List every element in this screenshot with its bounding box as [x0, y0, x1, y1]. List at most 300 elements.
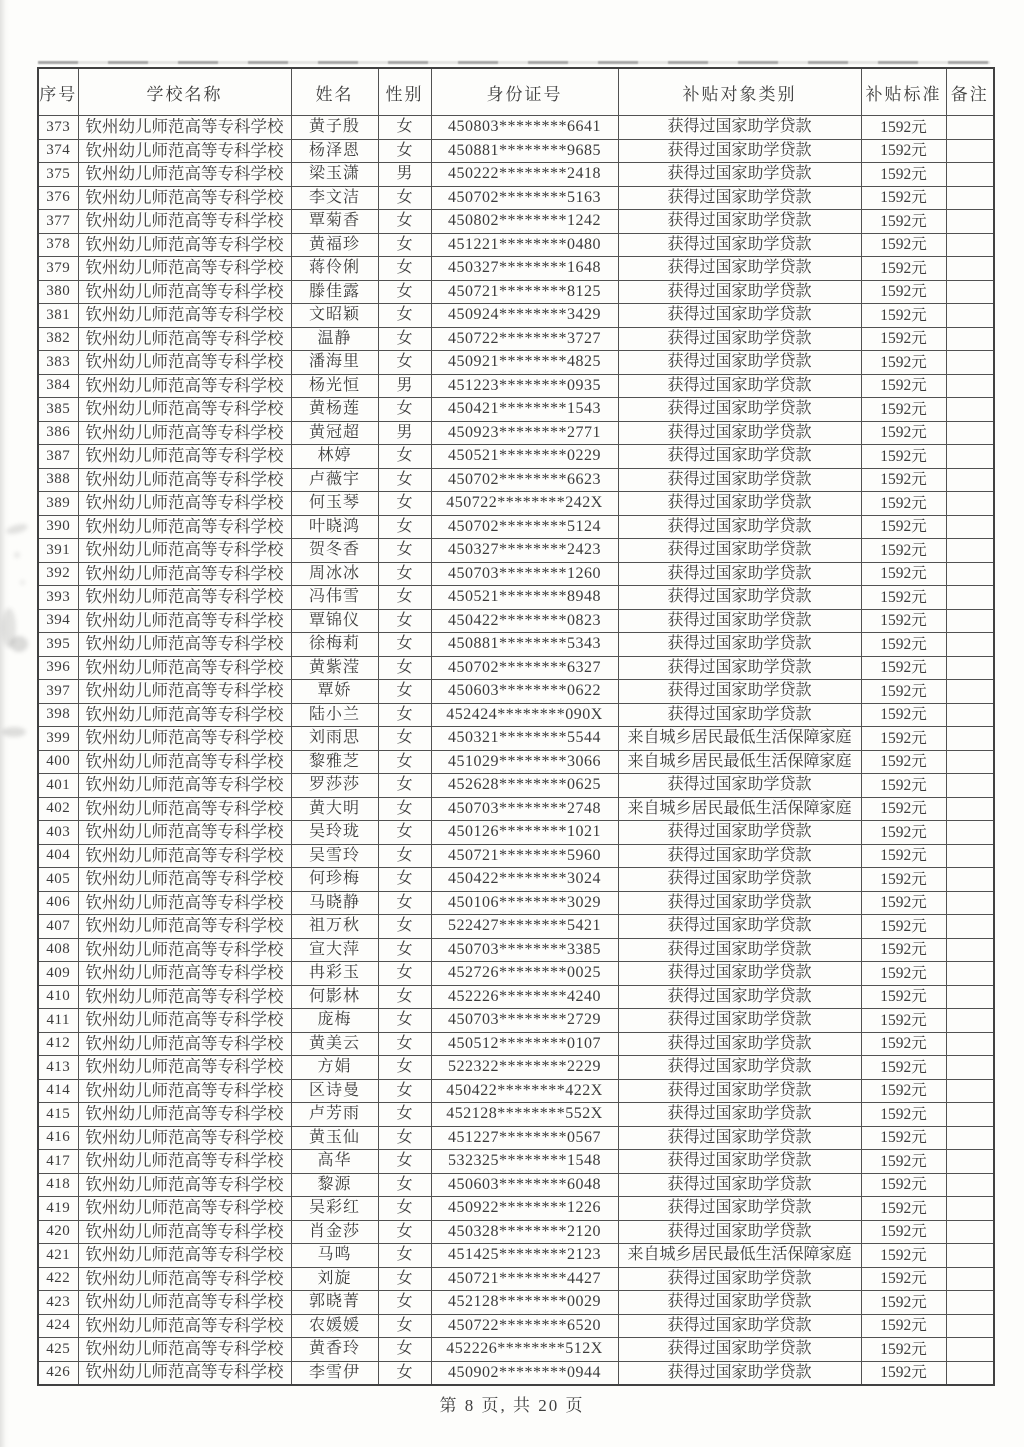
table-row	[38, 727, 994, 751]
cell-name: 黄大明	[291, 797, 378, 821]
cell-standard: 1592元	[861, 116, 946, 140]
cell-id_number: 452226********4240	[431, 985, 618, 1009]
cell-note	[946, 186, 994, 210]
cell-serial: 375	[38, 163, 78, 187]
cell-standard: 1592元	[861, 1197, 946, 1221]
cell-school: 钦州幼儿师范高等专科学校	[78, 609, 291, 633]
cell-note	[946, 586, 994, 610]
cell-note	[946, 398, 994, 422]
table-row	[38, 539, 994, 563]
cell-note	[946, 539, 994, 563]
table-row	[38, 351, 994, 375]
cell-id_number: 452128********0029	[431, 1291, 618, 1315]
cell-school: 钦州幼儿师范高等专科学校	[78, 351, 291, 375]
cell-serial: 395	[38, 633, 78, 657]
cell-school: 钦州幼儿师范高等专科学校	[78, 1103, 291, 1127]
cell-serial: 382	[38, 327, 78, 351]
cell-serial: 388	[38, 468, 78, 492]
cell-standard: 1592元	[861, 398, 946, 422]
cell-note	[946, 1197, 994, 1221]
cell-school: 钦州幼儿师范高等专科学校	[78, 186, 291, 210]
cell-serial: 408	[38, 938, 78, 962]
cell-serial: 418	[38, 1173, 78, 1197]
cell-serial: 410	[38, 985, 78, 1009]
cell-category: 获得过国家助学贷款	[618, 116, 861, 140]
cell-name: 覃娇	[291, 680, 378, 704]
table-row	[38, 1079, 994, 1103]
cell-standard: 1592元	[861, 703, 946, 727]
cell-standard: 1592元	[861, 891, 946, 915]
cell-name: 滕佳露	[291, 280, 378, 304]
header-gender: 性别	[378, 68, 431, 116]
cell-id_number: 450327********1648	[431, 257, 618, 281]
cell-serial: 404	[38, 844, 78, 868]
cell-note	[946, 797, 994, 821]
cell-name: 蒋伶俐	[291, 257, 378, 281]
cell-name: 刘雨思	[291, 727, 378, 751]
cell-school: 钦州幼儿师范高等专科学校	[78, 1197, 291, 1221]
table-row	[38, 562, 994, 586]
cell-note	[946, 1314, 994, 1338]
cell-standard: 1592元	[861, 985, 946, 1009]
table-row	[38, 1150, 994, 1174]
cell-serial: 416	[38, 1126, 78, 1150]
cell-school: 钦州幼儿师范高等专科学校	[78, 680, 291, 704]
cell-name: 李雪伊	[291, 1361, 378, 1385]
cell-note	[946, 1361, 994, 1385]
cell-category: 获得过国家助学贷款	[618, 1267, 861, 1291]
cell-name: 方娟	[291, 1056, 378, 1080]
header-id: 身份证号	[431, 68, 618, 116]
header-category: 补贴对象类别	[618, 68, 861, 116]
table-header	[38, 68, 994, 116]
cell-standard: 1592元	[861, 797, 946, 821]
cell-note	[946, 633, 994, 657]
table-row	[38, 633, 994, 657]
cell-id_number: 451227********0567	[431, 1126, 618, 1150]
cell-standard: 1592元	[861, 539, 946, 563]
cell-standard: 1592元	[861, 280, 946, 304]
cell-name: 梁玉潇	[291, 163, 378, 187]
cell-name: 卢芳雨	[291, 1103, 378, 1127]
cell-category: 获得过国家助学贷款	[618, 1126, 861, 1150]
cell-standard: 1592元	[861, 515, 946, 539]
cell-gender: 女	[378, 304, 431, 328]
table-row	[38, 962, 994, 986]
cell-category: 获得过国家助学贷款	[618, 327, 861, 351]
cell-name: 罗莎莎	[291, 774, 378, 798]
cell-id_number: 450703********2729	[431, 1009, 618, 1033]
cell-gender: 男	[378, 163, 431, 187]
cell-note	[946, 304, 994, 328]
cell-serial: 406	[38, 891, 78, 915]
cell-note	[946, 750, 994, 774]
table-row	[38, 1314, 994, 1338]
cell-note	[946, 868, 994, 892]
cell-name: 黄子殷	[291, 116, 378, 140]
cell-id_number: 450722********242X	[431, 492, 618, 516]
cell-note	[946, 891, 994, 915]
cell-school: 钦州幼儿师范高等专科学校	[78, 163, 291, 187]
scan-smudge	[10, 636, 28, 652]
cell-gender: 女	[378, 1314, 431, 1338]
cell-name: 黄美云	[291, 1032, 378, 1056]
cell-serial: 423	[38, 1291, 78, 1315]
cell-serial: 393	[38, 586, 78, 610]
cell-id_number: 450603********6048	[431, 1173, 618, 1197]
cell-id_number: 450702********5163	[431, 186, 618, 210]
cell-school: 钦州幼儿师范高等专科学校	[78, 257, 291, 281]
cell-category: 获得过国家助学贷款	[618, 539, 861, 563]
cell-serial: 373	[38, 116, 78, 140]
table-row	[38, 468, 994, 492]
cell-category: 获得过国家助学贷款	[618, 962, 861, 986]
cell-serial: 407	[38, 915, 78, 939]
cell-standard: 1592元	[861, 327, 946, 351]
cell-category: 获得过国家助学贷款	[618, 492, 861, 516]
cell-gender: 女	[378, 257, 431, 281]
scan-smudge	[14, 552, 20, 558]
cell-id_number: 450722********6520	[431, 1314, 618, 1338]
table-row	[38, 421, 994, 445]
cell-gender: 女	[378, 868, 431, 892]
cell-gender: 女	[378, 1150, 431, 1174]
cell-standard: 1592元	[861, 445, 946, 469]
cell-category: 获得过国家助学贷款	[618, 562, 861, 586]
cell-standard: 1592元	[861, 656, 946, 680]
cell-note	[946, 562, 994, 586]
cell-id_number: 450106********3029	[431, 891, 618, 915]
cell-name: 黄杨莲	[291, 398, 378, 422]
table-row	[38, 774, 994, 798]
cell-serial: 411	[38, 1009, 78, 1033]
table-row	[38, 233, 994, 257]
cell-serial: 391	[38, 539, 78, 563]
cell-note	[946, 1291, 994, 1315]
cell-category: 获得过国家助学贷款	[618, 774, 861, 798]
cell-school: 钦州幼儿师范高等专科学校	[78, 774, 291, 798]
cell-school: 钦州幼儿师范高等专科学校	[78, 1173, 291, 1197]
cell-category: 获得过国家助学贷款	[618, 985, 861, 1009]
cell-id_number: 450902********0944	[431, 1361, 618, 1385]
cell-id_number: 451223********0935	[431, 374, 618, 398]
cell-serial: 387	[38, 445, 78, 469]
cell-standard: 1592元	[861, 1361, 946, 1385]
cell-gender: 女	[378, 774, 431, 798]
cell-school: 钦州幼儿师范高等专科学校	[78, 1314, 291, 1338]
cell-standard: 1592元	[861, 1103, 946, 1127]
cell-category: 获得过国家助学贷款	[618, 398, 861, 422]
cell-standard: 1592元	[861, 1220, 946, 1244]
cell-gender: 女	[378, 492, 431, 516]
table-row	[38, 139, 994, 163]
cell-name: 卢薇宇	[291, 468, 378, 492]
cell-category: 获得过国家助学贷款	[618, 1032, 861, 1056]
table-row	[38, 703, 994, 727]
cell-standard: 1592元	[861, 374, 946, 398]
cell-serial: 398	[38, 703, 78, 727]
cell-serial: 405	[38, 868, 78, 892]
cell-gender: 女	[378, 680, 431, 704]
cell-school: 钦州幼儿师范高等专科学校	[78, 492, 291, 516]
cell-standard: 1592元	[861, 1314, 946, 1338]
header-name: 姓名	[291, 68, 378, 116]
cell-standard: 1592元	[861, 1291, 946, 1315]
cell-standard: 1592元	[861, 1338, 946, 1362]
cell-name: 农媛媛	[291, 1314, 378, 1338]
cell-note	[946, 609, 994, 633]
cell-id_number: 450721********5960	[431, 844, 618, 868]
cell-standard: 1592元	[861, 562, 946, 586]
cell-serial: 417	[38, 1150, 78, 1174]
cell-id_number: 450603********0622	[431, 680, 618, 704]
cell-category: 获得过国家助学贷款	[618, 1220, 861, 1244]
header-note: 备注	[946, 68, 994, 116]
cell-category: 获得过国家助学贷款	[618, 163, 861, 187]
cell-standard: 1592元	[861, 351, 946, 375]
cell-standard: 1592元	[861, 915, 946, 939]
cell-name: 刘旋	[291, 1267, 378, 1291]
cell-id_number: 450328********2120	[431, 1220, 618, 1244]
cell-serial: 383	[38, 351, 78, 375]
cell-serial: 413	[38, 1056, 78, 1080]
cell-gender: 女	[378, 139, 431, 163]
cell-name: 吴玲珑	[291, 821, 378, 845]
cell-gender: 女	[378, 1126, 431, 1150]
cell-school: 钦州幼儿师范高等专科学校	[78, 915, 291, 939]
cell-serial: 415	[38, 1103, 78, 1127]
cell-serial: 379	[38, 257, 78, 281]
cell-serial: 400	[38, 750, 78, 774]
cell-name: 温静	[291, 327, 378, 351]
cell-note	[946, 445, 994, 469]
cell-gender: 女	[378, 398, 431, 422]
cell-standard: 1592元	[861, 609, 946, 633]
cell-standard: 1592元	[861, 1267, 946, 1291]
cell-standard: 1592元	[861, 962, 946, 986]
cell-name: 宣大萍	[291, 938, 378, 962]
table-row	[38, 750, 994, 774]
cell-school: 钦州幼儿师范高等专科学校	[78, 868, 291, 892]
table-row	[38, 492, 994, 516]
scan-smudge	[2, 727, 26, 737]
cell-category: 获得过国家助学贷款	[618, 844, 861, 868]
cell-category: 获得过国家助学贷款	[618, 586, 861, 610]
table-row	[38, 609, 994, 633]
cell-name: 徐梅莉	[291, 633, 378, 657]
cell-gender: 女	[378, 1244, 431, 1268]
cell-id_number: 452226********512X	[431, 1338, 618, 1362]
cell-id_number: 450702********6327	[431, 656, 618, 680]
cell-serial: 425	[38, 1338, 78, 1362]
cell-name: 黎源	[291, 1173, 378, 1197]
cell-id_number: 450703********2748	[431, 797, 618, 821]
cell-id_number: 452128********552X	[431, 1103, 618, 1127]
table-row	[38, 985, 994, 1009]
cell-school: 钦州幼儿师范高等专科学校	[78, 727, 291, 751]
cell-gender: 女	[378, 186, 431, 210]
cell-serial: 414	[38, 1079, 78, 1103]
table-row	[38, 1220, 994, 1244]
cell-note	[946, 1032, 994, 1056]
table-row	[38, 938, 994, 962]
cell-id_number: 451029********3066	[431, 750, 618, 774]
cell-id_number: 452726********0025	[431, 962, 618, 986]
cell-school: 钦州幼儿师范高等专科学校	[78, 539, 291, 563]
cell-standard: 1592元	[861, 492, 946, 516]
table-row	[38, 186, 994, 210]
cell-school: 钦州幼儿师范高等专科学校	[78, 562, 291, 586]
cell-category: 获得过国家助学贷款	[618, 233, 861, 257]
cell-note	[946, 1338, 994, 1362]
table-row	[38, 891, 994, 915]
cell-name: 郭晓菁	[291, 1291, 378, 1315]
cell-school: 钦州幼儿师范高等专科学校	[78, 445, 291, 469]
page-number-footer: 第 8 页, 共 20 页	[439, 1396, 585, 1415]
cell-standard: 1592元	[861, 1056, 946, 1080]
cell-category: 获得过国家助学贷款	[618, 257, 861, 281]
cell-gender: 女	[378, 233, 431, 257]
cell-name: 庞梅	[291, 1009, 378, 1033]
table-row	[38, 680, 994, 704]
cell-category: 来自城乡居民最低生活保障家庭	[618, 727, 861, 751]
cell-category: 获得过国家助学贷款	[618, 633, 861, 657]
cell-category: 获得过国家助学贷款	[618, 1361, 861, 1385]
table-row	[38, 1032, 994, 1056]
cell-school: 钦州幼儿师范高等专科学校	[78, 280, 291, 304]
cell-id_number: 450721********4427	[431, 1267, 618, 1291]
cell-note	[946, 351, 994, 375]
cell-standard: 1592元	[861, 821, 946, 845]
cell-gender: 女	[378, 116, 431, 140]
cell-school: 钦州幼儿师范高等专科学校	[78, 210, 291, 234]
cell-school: 钦州幼儿师范高等专科学校	[78, 233, 291, 257]
cell-note	[946, 421, 994, 445]
cell-serial: 376	[38, 186, 78, 210]
cell-standard: 1592元	[861, 727, 946, 751]
cell-category: 获得过国家助学贷款	[618, 515, 861, 539]
table-row	[38, 1126, 994, 1150]
cell-note	[946, 727, 994, 751]
table-row	[38, 1103, 994, 1127]
cell-note	[946, 1126, 994, 1150]
cell-category: 获得过国家助学贷款	[618, 1009, 861, 1033]
table-row	[38, 586, 994, 610]
cell-school: 钦州幼儿师范高等专科学校	[78, 586, 291, 610]
cell-category: 获得过国家助学贷款	[618, 1314, 861, 1338]
cell-serial: 409	[38, 962, 78, 986]
cell-gender: 女	[378, 1173, 431, 1197]
cell-name: 黄福珍	[291, 233, 378, 257]
cell-gender: 女	[378, 280, 431, 304]
cell-school: 钦州幼儿师范高等专科学校	[78, 891, 291, 915]
cell-name: 贺冬香	[291, 539, 378, 563]
cell-name: 叶晓鸿	[291, 515, 378, 539]
table-row	[38, 915, 994, 939]
cell-serial: 397	[38, 680, 78, 704]
cell-category: 获得过国家助学贷款	[618, 1291, 861, 1315]
cell-school: 钦州幼儿师范高等专科学校	[78, 1032, 291, 1056]
cell-school: 钦州幼儿师范高等专科学校	[78, 985, 291, 1009]
cell-id_number: 451425********2123	[431, 1244, 618, 1268]
cell-name: 冯伟雪	[291, 586, 378, 610]
cell-school: 钦州幼儿师范高等专科学校	[78, 1267, 291, 1291]
cell-gender: 女	[378, 1267, 431, 1291]
cell-name: 潘海里	[291, 351, 378, 375]
cell-school: 钦州幼儿师范高等专科学校	[78, 1126, 291, 1150]
cell-id_number: 450521********8948	[431, 586, 618, 610]
cell-gender: 女	[378, 609, 431, 633]
cell-standard: 1592元	[861, 210, 946, 234]
cell-name: 何影林	[291, 985, 378, 1009]
cell-note	[946, 210, 994, 234]
cell-serial: 392	[38, 562, 78, 586]
cell-note	[946, 1244, 994, 1268]
cell-name: 覃锦仪	[291, 609, 378, 633]
cell-standard: 1592元	[861, 257, 946, 281]
cell-gender: 女	[378, 1291, 431, 1315]
header-serial: 序号	[38, 68, 78, 116]
cell-school: 钦州幼儿师范高等专科学校	[78, 327, 291, 351]
scan-fold-artifact	[38, 61, 990, 64]
cell-note	[946, 774, 994, 798]
cell-note	[946, 233, 994, 257]
cell-name: 杨泽恩	[291, 139, 378, 163]
cell-standard: 1592元	[861, 186, 946, 210]
cell-id_number: 450327********2423	[431, 539, 618, 563]
cell-standard: 1592元	[861, 1150, 946, 1174]
cell-serial: 374	[38, 139, 78, 163]
cell-standard: 1592元	[861, 774, 946, 798]
cell-school: 钦州幼儿师范高等专科学校	[78, 1220, 291, 1244]
cell-gender: 女	[378, 985, 431, 1009]
cell-gender: 女	[378, 468, 431, 492]
scan-edge-shading	[0, 0, 10, 1447]
cell-id_number: 450721********8125	[431, 280, 618, 304]
table-row	[38, 1338, 994, 1362]
cell-category: 获得过国家助学贷款	[618, 280, 861, 304]
cell-category: 获得过国家助学贷款	[618, 421, 861, 445]
cell-category: 获得过国家助学贷款	[618, 1150, 861, 1174]
cell-school: 钦州幼儿师范高等专科学校	[78, 421, 291, 445]
cell-category: 获得过国家助学贷款	[618, 915, 861, 939]
cell-gender: 女	[378, 1361, 431, 1385]
table-row	[38, 515, 994, 539]
cell-name: 覃菊香	[291, 210, 378, 234]
cell-gender: 男	[378, 421, 431, 445]
cell-id_number: 450923********2771	[431, 421, 618, 445]
cell-name: 黎雅芝	[291, 750, 378, 774]
table-row	[38, 210, 994, 234]
table-row	[38, 374, 994, 398]
table-row	[38, 797, 994, 821]
cell-gender: 女	[378, 656, 431, 680]
cell-standard: 1592元	[861, 633, 946, 657]
cell-note	[946, 116, 994, 140]
table-row	[38, 445, 994, 469]
cell-gender: 女	[378, 1056, 431, 1080]
cell-name: 何珍梅	[291, 868, 378, 892]
cell-id_number: 450222********2418	[431, 163, 618, 187]
cell-name: 文昭颖	[291, 304, 378, 328]
cell-note	[946, 962, 994, 986]
table-row	[38, 257, 994, 281]
cell-id_number: 450922********1226	[431, 1197, 618, 1221]
cell-school: 钦州幼儿师范高等专科学校	[78, 1244, 291, 1268]
cell-school: 钦州幼儿师范高等专科学校	[78, 633, 291, 657]
table-row	[38, 1291, 994, 1315]
cell-school: 钦州幼儿师范高等专科学校	[78, 750, 291, 774]
